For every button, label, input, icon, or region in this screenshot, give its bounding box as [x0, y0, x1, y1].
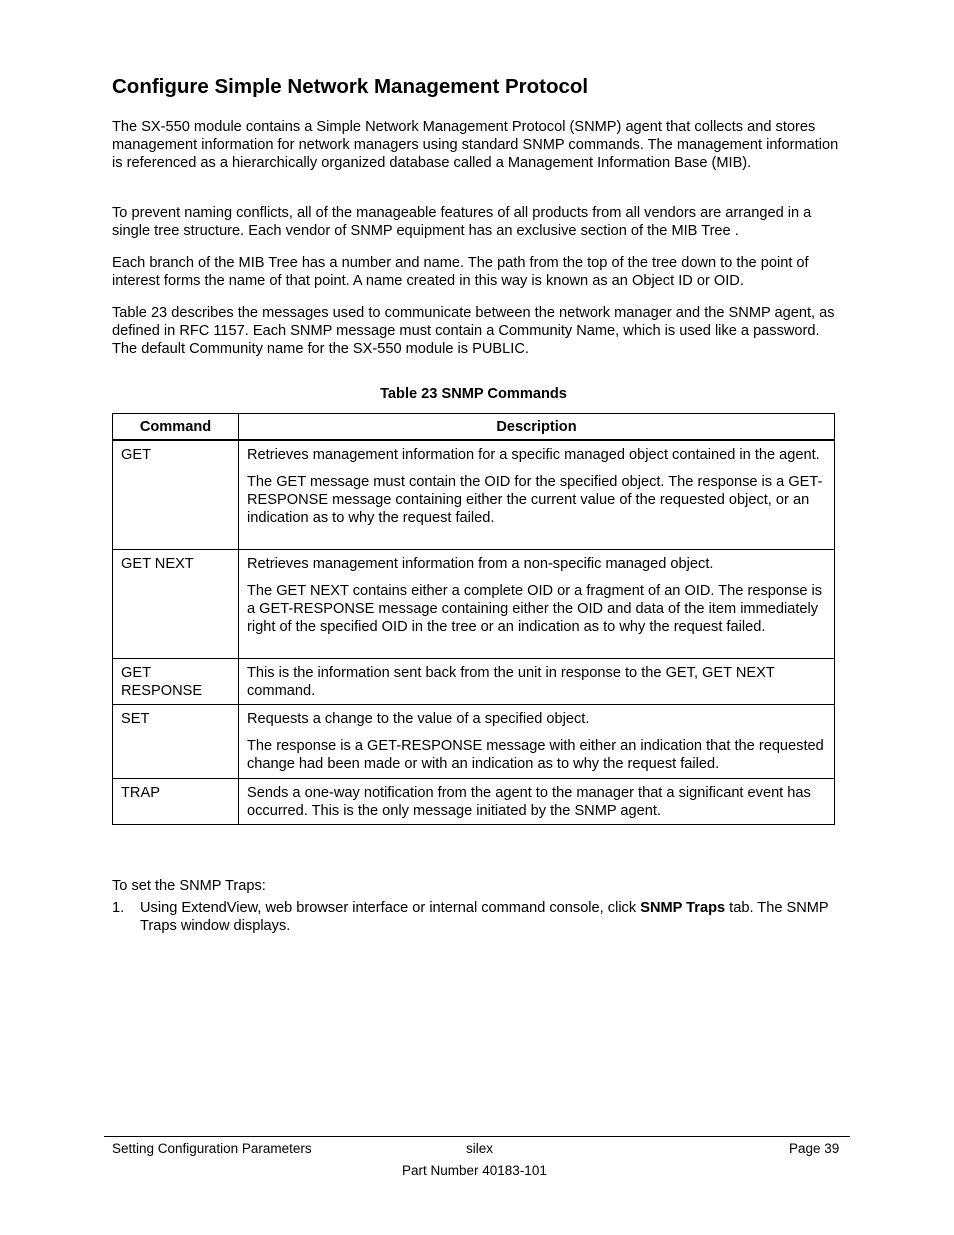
- description-cell: [239, 440, 835, 550]
- command-cell: GET NEXT: [113, 550, 239, 659]
- footer-section-title: Setting Configuration Parameters: [112, 1141, 312, 1156]
- description-text: The GET NEXT contains either a complete OID or a fragment of an OID. The response is a GET-RESPONSE message containing either the OID and data of the item immediately right of the specified OID in the tree or an indication as to why the request failed.: [247, 583, 823, 635]
- footer-part-number: Part Number 40183-101: [402, 1163, 547, 1178]
- description-text: The GET message must contain the OID for the specified object. The response is a GET-RESPONSE message containing either the current value of the requested object, or an indication as to why the request failed.: [247, 474, 823, 526]
- table-row: [113, 705, 835, 779]
- table-row: [113, 659, 835, 705]
- footer-page-number: Page 39: [789, 1141, 840, 1156]
- command-cell: GET: [113, 440, 239, 550]
- table-row: [113, 550, 835, 659]
- description-text: Requests a change to the value of a specified object.: [247, 711, 590, 727]
- procedure-intro: To set the SNMP Traps:: [112, 878, 266, 894]
- description-cell: [239, 779, 835, 825]
- snmp-commands-table: [112, 413, 835, 825]
- step-number: 1.: [112, 900, 125, 916]
- mib-branch-paragraph: Each branch of the MIB Tree has a number and name. The path from the top of the tree down to the point of interest forms the name of that point. A name created in this way is known as an Object ID or OID.: [112, 255, 809, 289]
- description-text: Retrieves management information for a specific managed object contained in the agent.: [247, 447, 820, 463]
- description-text: This is the information sent back from the unit in response to the GET, GET NEXT command.: [247, 665, 775, 699]
- command-cell: GET RESPONSE: [113, 659, 239, 705]
- description-cell: [239, 659, 835, 705]
- naming-paragraph: To prevent naming conflicts, all of the manageable features of all products from all vendors are arranged in a single tree structure. Each vendor of SNMP equipment has an exclusive section of the MIB Tree .: [112, 205, 812, 239]
- column-header-description: Description: [239, 414, 835, 441]
- table-header-row: [113, 414, 835, 441]
- column-header-command: Command: [113, 414, 239, 441]
- intro-paragraph: The SX-550 module contains a Simple Network Management Protocol (SNMP) agent that collects and stores management information for network managers using standard SNMP commands. The management information is referenced as a hierarchically organized database called a Management Information Base (MIB).: [112, 119, 839, 171]
- command-cell: TRAP: [113, 779, 239, 825]
- table-caption: Table 23 SNMP Commands: [380, 386, 567, 402]
- description-cell: [239, 550, 835, 659]
- page-heading: Configure Simple Network Management Protocol: [112, 75, 589, 98]
- table-row: [113, 779, 835, 825]
- footer-company: silex: [466, 1141, 494, 1156]
- description-text: Sends a one-way notification from the agent to the manager that a significant event has occurred. This is the only message initiated by the SNMP agent.: [247, 785, 811, 819]
- description-text: The response is a GET-RESPONSE message with either an indication that the requested change had been made or with an indication as to why the request failed.: [247, 738, 824, 772]
- step-text-bold: SNMP Traps: [640, 900, 726, 916]
- description-cell: [239, 705, 835, 779]
- table-reference-paragraph: Table 23 describes the messages used to communicate between the network manager and the SNMP agent, as defined in RFC 1157. Each SNMP message must contain a Community Name, which is used like a password. The default Community name for the SX-550 module is PUBLIC.: [112, 305, 835, 357]
- table-row: [113, 440, 835, 550]
- command-cell: SET: [113, 705, 239, 779]
- step-text: [140, 899, 850, 935]
- step-text-before: Using ExtendView, web browser interface or internal command console, click: [140, 900, 641, 916]
- description-text: Retrieves management information from a non-specific managed object.: [247, 556, 714, 572]
- footer-divider: [104, 1136, 850, 1137]
- step-text-after: tab. The SNMP Traps window displays.: [140, 900, 829, 934]
